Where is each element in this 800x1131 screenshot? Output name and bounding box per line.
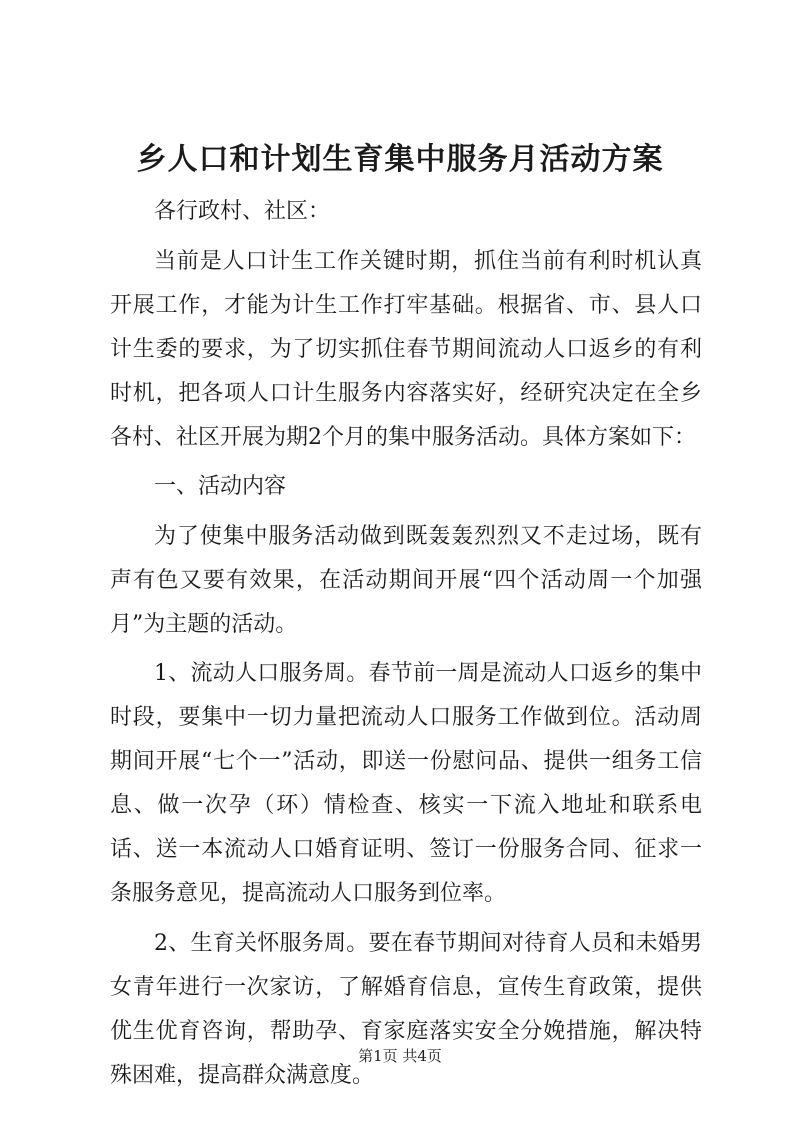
document-title: 乡人口和计划生育集中服务月活动方案 (136, 142, 664, 177)
paragraph-intro: 当前是人口计生工作关键时期，抓住当前有利时机认真开展工作，才能为计生工作打牢基础。根据省、市、县人口计生委的要求，为了切实抓住春节期间流动人口返乡的有利时机，把各项人口计生服务内容落实好，经研究决定在全乡各村、社区开展为期2个月的集中服务活动。具体方案如下： (110, 248, 702, 450)
page-footer: 第1页 共4页 (358, 1047, 442, 1065)
salutation: 各行政村、社区： (154, 199, 331, 224)
document-body (110, 190, 702, 1103)
section-heading-activity-content: 一、活动内容 (154, 474, 287, 499)
paragraph-activity-theme: 为了使集中服务活动做到既轰轰烈烈又不走过场，既有声有色又要有效果，在活动期间开展“四个活动周一个加强月”为主题的活动。 (110, 523, 702, 637)
paragraph-item-2: 2、生育关怀服务周。要在春节期间对待育人员和未婚男女青年进行一次家访，了解婚育信息，宣传生育政策，提供优生优育咨询，帮助孕、育家庭落实安全分娩措施，解决特殊困难，提高群众满意度。 (110, 930, 702, 1088)
paragraph-item-1: 1、流动人口服务周。春节前一周是流动人口返乡的集中时段，要集中一切力量把流动人口服务工作做到位。活动周期间开展“七个一”活动，即送一份慰问品、提供一组务工信息、做一次孕（环）情检查、核实一下流入地址和联系电话、送一本流动人口婚育证明、签订一份服务合同、征求一条服务意见，提高流动人口服务到位率。 (110, 661, 702, 906)
